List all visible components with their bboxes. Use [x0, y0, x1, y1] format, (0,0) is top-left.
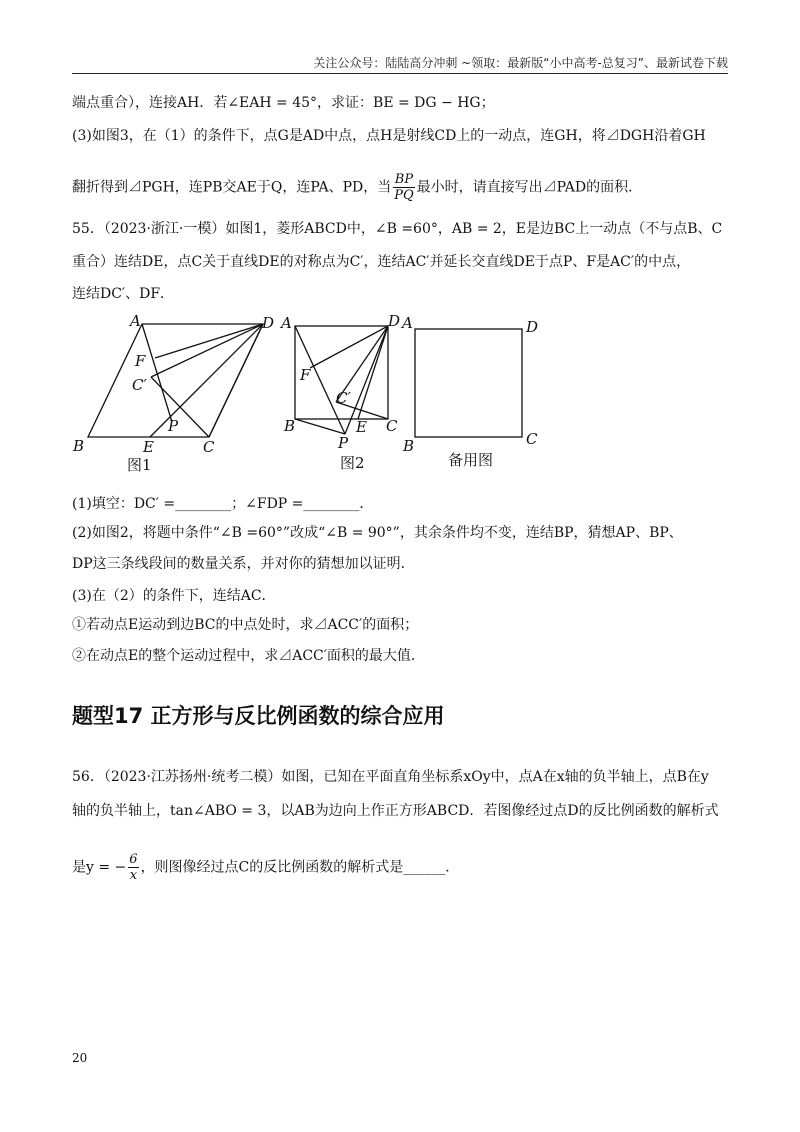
question-3-part-1: ①若动点E运动到边BC的中点处时，求⊿ACC′的面积；	[72, 617, 419, 633]
fraction-denominator: x	[129, 868, 138, 883]
fig3-label-a: A	[402, 314, 413, 332]
fig2-label-p: P	[338, 434, 349, 452]
fraction-numerator: 6	[129, 852, 138, 867]
fig1-label-d: D	[262, 314, 275, 332]
fig2-label-f: F	[300, 366, 311, 384]
fig1-label-e: E	[143, 438, 154, 456]
section-title: 题型17 正方形与反比例函数的综合应用	[72, 704, 445, 728]
fold-line-before: 翻折得到⊿PGH，连PB交AE于Q，连PA、PD，当	[72, 179, 392, 196]
fig1-label-b: B	[73, 437, 85, 455]
problem-55-line-3: 连结DC′、DF．	[72, 286, 175, 302]
question-3-part-2: ②在动点E的整个运动过程中，求⊿ACC′面积的最大值．	[72, 648, 425, 664]
page-header: 关注公众号：陆陆高分冲刺 ~领取：最新版“小中高考-总复习”、最新试卷下载	[313, 56, 728, 70]
fig1-label-c: C	[203, 438, 215, 456]
figures	[0, 310, 800, 480]
fig2-label-b: B	[284, 417, 296, 435]
question-2-line-1: (2)如图2，将题中条件“∠B =60°”改成“∠B = 90°”，其余条件均不变，连结BP，猜想AP、BP、	[72, 525, 683, 541]
problem-55-line-1: 55．（2023·浙江·一模）如图1，菱形ABCD中，∠B =60°，AB = 2，E是边BC上一动点（不与点B、C	[72, 221, 723, 237]
fig2-label-d: D	[388, 312, 401, 330]
page-number: 20	[72, 1051, 88, 1065]
problem-56-line-2: 轴的负半轴上，tan∠ABO = 3，以AB为边向上作正方形ABCD．若图像经过点D的反比例函数的解析式	[72, 803, 719, 819]
fraction-bp-pq	[393, 172, 414, 203]
fig2-caption: 图2	[340, 454, 365, 472]
last-line-after: ，则图像经过点C的反比例函数的解析式是______．	[140, 859, 460, 876]
fig3-label-d: D	[526, 318, 539, 336]
question-3: (3)在（2）的条件下，连结AC．	[72, 588, 276, 604]
fig3-label-c: C	[526, 430, 538, 448]
last-line-before: 是y = −	[72, 859, 127, 876]
text-line-1: 端点重合），连接AH．若∠EAH = 45°，求证：BE = DG − HG；	[72, 95, 495, 111]
header-rule	[72, 73, 728, 74]
fold-line	[72, 172, 732, 203]
fraction-denominator: PQ	[394, 188, 414, 203]
fraction-6-x	[128, 852, 138, 883]
fig2-label-c: C	[386, 417, 398, 435]
fig3-label-b: B	[403, 437, 415, 455]
fig1-label-p: P	[168, 417, 179, 435]
question-2-line-2: DP这三条线段间的数量关系，并对你的猜想加以证明．	[72, 556, 415, 572]
fig1-label-c-prime: C′	[132, 376, 147, 394]
problem-56-line-1: 56．（2023·江苏扬州·统考二模）如图，已知在平面直角坐标系xOy中，点A在x轴的负半轴上，点B在y	[72, 769, 709, 785]
problem-55-line-2: 重合）连结DE，点C关于直线DE的对称点为C′，连结AC′并延长交直线DE于点P、F是AC′的中点，	[72, 254, 691, 270]
fig1-caption: 图1	[127, 456, 152, 474]
fold-line-after: 最小时，请直接写出⊿PAD的面积．	[416, 179, 643, 196]
fig1-label-f: F	[135, 352, 146, 370]
fig2-label-a: A	[281, 314, 292, 332]
problem-56-line-3	[72, 852, 732, 883]
fig2-label-e: E	[356, 418, 367, 436]
fig1-label-a: A	[130, 312, 141, 330]
question-1: (1)填空：DC′ =________；∠FDP =________．	[72, 496, 374, 512]
fig3-caption: 备用图	[448, 451, 494, 469]
fig2-label-c-prime: C′	[336, 389, 351, 407]
fraction-numerator: BP	[394, 172, 414, 187]
text-line-2: (3)如图3，在（1）的条件下，点G是AD中点，点H是射线CD上的一动点，连GH，将⊿DGH沿着GH	[72, 128, 706, 144]
